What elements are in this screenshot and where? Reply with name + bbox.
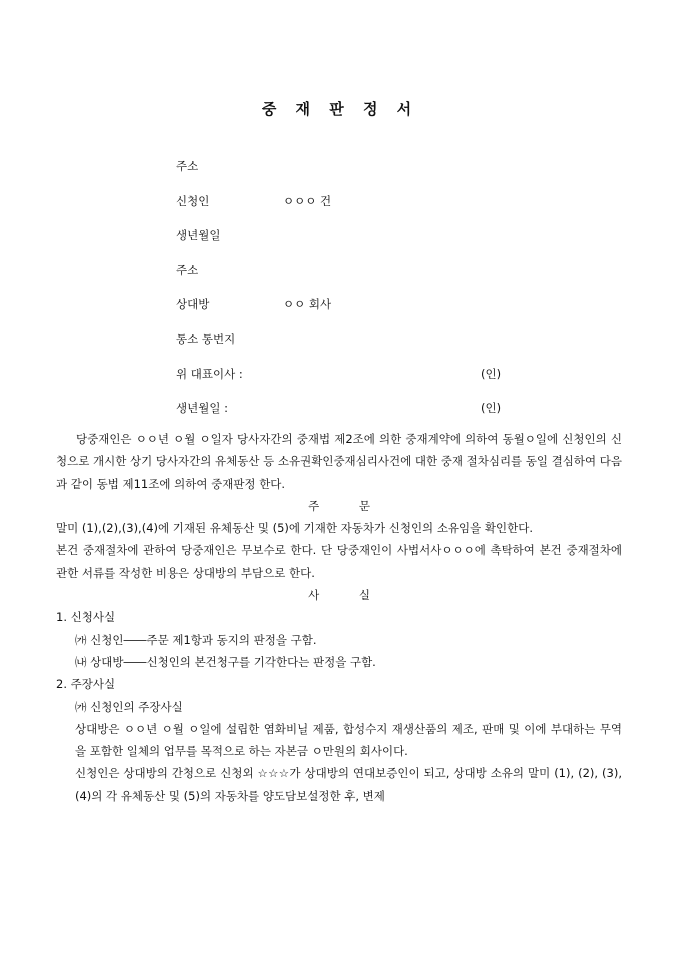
party-label: 생년월일 : bbox=[176, 401, 228, 416]
section-item: ㈏ 상대방――신청인의 본건청구를 기각한다는 판정을 구함. bbox=[75, 654, 376, 669]
party-row bbox=[176, 262, 536, 297]
section-item: ㈎ 신청인――주문 제1항과 동지의 판정을 구함. bbox=[75, 632, 317, 647]
party-label: 생년월일 bbox=[176, 228, 221, 243]
party-row bbox=[176, 193, 536, 228]
section-paragraph: 신청인은 상대방의 간청으로 신청외 ☆☆☆가 상대방의 연대보증인이 되고, 상대방 소유의 말미 (1), (2), (3), (4)의 각 유체동산 및 (5)의 자동차를 양도담보설정한 후, 변제 bbox=[75, 766, 622, 803]
subsection-title: ㈎ 신청인의 주장사실 bbox=[75, 699, 183, 714]
document-title: 중 재 판 정 서 bbox=[261, 100, 419, 118]
seal-mark: (인) bbox=[481, 401, 502, 416]
party-label: 신청인 bbox=[176, 193, 210, 208]
seal-mark: (인) bbox=[481, 366, 502, 381]
party-label: 상대방 bbox=[176, 297, 210, 312]
document-body bbox=[56, 428, 622, 807]
section-paragraph: 상대방은 ㅇㅇ년 ㅇ월 ㅇ일에 설립한 염화비닐 제품, 합성수지 재생산품의 제조, 판매 및 이에 부대하는 무역을 포함한 일체의 업무를 목적으로 하는 자본금 ㅇ만원의 회사이다. bbox=[75, 721, 622, 759]
party-value: ㅇㅇ 회사 bbox=[283, 297, 332, 312]
section-title: 1. 신청사실 bbox=[56, 610, 116, 625]
facts-heading: 사 실 bbox=[308, 588, 388, 603]
party-label: 통소 통번지 bbox=[176, 331, 236, 346]
party-info-block bbox=[176, 158, 536, 435]
main-paragraph: 말미 (1),(2),(3),(4)에 기재된 유체동산 및 (5)에 기재한 자동차가 신청인의 소유임을 확인한다. bbox=[56, 521, 534, 536]
party-row bbox=[176, 158, 536, 193]
party-label: 위 대표이사 : bbox=[176, 366, 243, 381]
main-paragraph: 본건 중재절차에 관하여 당중재인은 무보수로 한다. 단 당중재인이 사법서사ㅇㅇㅇ에 촉탁하여 본건 중재절차에 관한 서류를 작성한 비용은 상대방의 부담으로 한다. bbox=[56, 543, 622, 580]
party-value: ㅇㅇㅇ 건 bbox=[283, 193, 332, 208]
main-heading: 주 문 bbox=[308, 498, 388, 513]
intro-paragraph: 당중재인은 ㅇㅇ년 ㅇ월 ㅇ일자 당사자간의 중재법 제2조에 의한 중재계약에 의하여 동월ㅇ일에 신청인의 신청으로 개시한 상기 당사자간의 유체동산 등 소유권확인중재심리사건에 대한 중재 절차심리를 동일 결심하여 다음과 같이 동법 제11조에 의하여 중재판정 한다. bbox=[56, 432, 622, 491]
party-label: 주소 bbox=[176, 159, 199, 173]
party-row bbox=[176, 296, 536, 331]
party-row bbox=[176, 227, 536, 262]
section-title: 2. 주장사실 bbox=[56, 677, 116, 692]
party-label: 주소 bbox=[176, 262, 199, 277]
party-row bbox=[176, 366, 536, 401]
party-row bbox=[176, 331, 536, 366]
